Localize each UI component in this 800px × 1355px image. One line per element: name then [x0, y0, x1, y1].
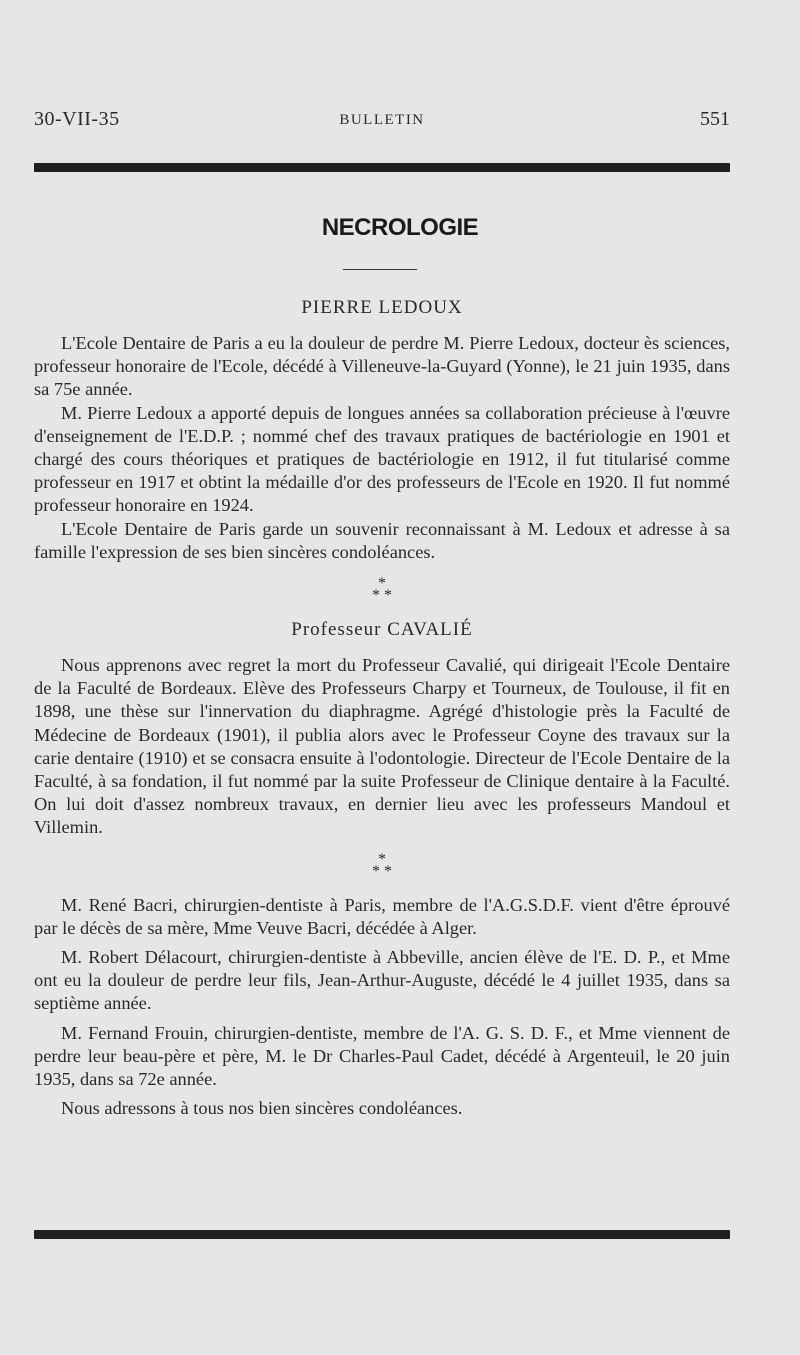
- page-title: NECROLOGIE: [321, 214, 479, 241]
- paragraph: L'Ecole Dentaire de Paris a eu la douleur de perdre M. Pierre Ledoux, docteur ès sciences, professeur honoraire de l'Ecole, décédé à Villeneuve-la-Guyard (Yonne), le 21 juin 1935, dans sa 75e année.: [34, 333, 730, 400]
- top-rule: [34, 163, 730, 172]
- article-body: [34, 296, 730, 1120]
- paragraph: Nous apprenons avec regret la mort du Professeur Cavalié, qui dirigeait l'Ecole Dentaire de la Faculté de Bordeaux. Elève des Professeurs Charpy et Tourneux, de Toulouse, il fit en 1898, une thèse sur l'innervation du diaphragme. Agrégé d'histologie près la Faculté de Médecine de Bordeaux (1901), il publia alors avec le Professeur Coyne des travaux sur la carie dentaire (1910) et se consacra ensuite à l'odontologie. Directeur de l'Ecole Dentaire de la Faculté, à sa fondation, il fut nommé par la suite Professeur de Clinique dentaire à la Faculté. On lui doit d'assez nombreux travaux, en dernier lieu avec les professeurs Mandoul et Villemin.: [34, 655, 730, 838]
- paragraph: L'Ecole Dentaire de Paris garde un souvenir reconnaissant à M. Ledoux et adresse à sa famille l'expression de ses bien sincères condoléances.: [34, 518, 730, 562]
- page-number: 551: [700, 108, 730, 130]
- paragraph: M. Pierre Ledoux a apporté depuis de longues années sa collaboration précieuse à l'œuvre d'enseignement de l'E.D.P. ; nommé chef des travaux pratiques de bactériologie en 1901 et chargé des cours théoriques et pratiques de bactériologie en 1912, il fut titularisé comme professeur en 1917 et obtint la médaille d'or des professeurs de l'Ecole en 1920. Il fut nommé professeur honoraire en 1924.: [34, 402, 730, 516]
- paragraph: M. Fernand Frouin, chirurgien-dentiste, membre de l'A. G. S. D. F., et Mme viennent de perdre leur beau-père et père, M. le Dr Charles-Paul Cadet, décédé à Argenteuil, le 20 juin 1935, dans sa 72e année.: [34, 1022, 730, 1090]
- paragraph: Nous adressons à tous nos bien sincères condoléances.: [61, 1098, 463, 1119]
- section-title-ledoux: PIERRE LEDOUX: [301, 297, 463, 318]
- title-divider: [343, 269, 417, 270]
- asterism-divider: * * *: [372, 575, 392, 605]
- bottom-rule: [34, 1230, 730, 1239]
- asterism-divider: * * *: [372, 850, 392, 880]
- running-header: [34, 108, 730, 138]
- journal-title: BULLETIN: [339, 112, 425, 128]
- paragraph: M. Robert Délacourt, chirurgien-dentiste à Abbeville, ancien élève de l'E. D. P., et Mme ont eu la douleur de perdre leur fils, Jean-Arthur-Auguste, décédé le 4 juillet 1935, dans sa septième année.: [34, 947, 730, 1014]
- issue-date: 30-VII-35: [34, 108, 120, 130]
- section-title-cavalie: Professeur CAVALIÉ: [291, 619, 473, 641]
- paragraph: M. René Bacri, chirurgien-dentiste à Paris, membre de l'A.G.S.D.F. vient d'être éprouvé par le décès de sa mère, Mme Veuve Bacri, décédée à Alger.: [34, 894, 730, 938]
